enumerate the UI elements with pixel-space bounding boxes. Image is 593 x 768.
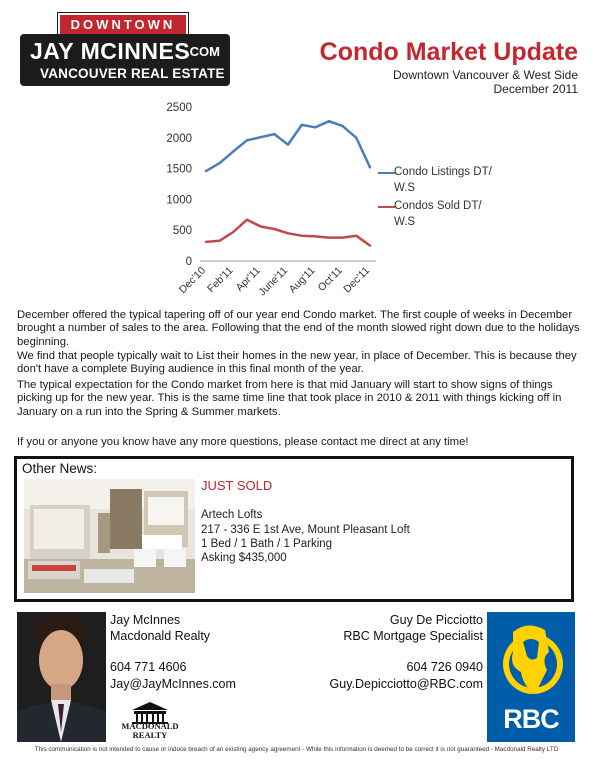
listings-point — [355, 137, 357, 139]
other-news-heading: Other News: — [22, 461, 98, 476]
sold-point — [314, 235, 316, 237]
market-line-chart — [160, 96, 400, 308]
listing-details: 1 Bed / 1 Bath / 1 Parking — [201, 538, 333, 550]
mortgage-role: RBC Mortgage Specialist — [343, 629, 483, 643]
listings-point — [232, 150, 234, 152]
listing-address: 217 - 336 E 1st Ave, Mount Pleasant Loft — [201, 524, 410, 536]
listings-point — [205, 170, 207, 172]
page-date: December 2011 — [493, 82, 578, 96]
listings-point — [259, 136, 261, 138]
sold-point — [341, 236, 343, 238]
sold-point — [287, 232, 289, 234]
agent-company: Macdonald Realty — [110, 629, 211, 643]
agent-phone[interactable]: 604 771 4606 — [110, 660, 187, 674]
y-tick-label: 2000 — [166, 132, 192, 145]
agent-headshot — [17, 612, 106, 742]
sold-point — [273, 228, 275, 230]
sold-point — [300, 235, 302, 237]
paragraph-contact: If you or anyone you know have any more questions, please contact me direct at any time! — [17, 436, 469, 448]
x-tick-label: Dec'11 — [341, 264, 373, 296]
mortgage-name: Guy De Picciotto — [389, 613, 483, 627]
macdonald-realty-logo-text: MACDONALD REALTY — [121, 721, 179, 740]
listing-status: JUST SOLD — [201, 478, 273, 493]
agent-email[interactable]: Jay@JayMcInnes.com — [110, 677, 236, 691]
listing-price: Asking $435,000 — [201, 552, 287, 564]
series-line-listings — [206, 121, 370, 171]
legend-label-sold: Condos Sold DT/ W.S — [394, 200, 482, 228]
y-tick-label: 0 — [185, 256, 192, 268]
sold-point — [369, 244, 371, 246]
mortgage-phone[interactable]: 604 726 0940 — [406, 660, 483, 674]
rbc-logo-text: RBC — [503, 704, 559, 734]
sold-point — [259, 225, 261, 227]
listings-point — [328, 120, 330, 122]
y-tick-label: 500 — [172, 225, 192, 238]
legend-swatch-sold — [378, 206, 395, 208]
y-tick-label: 1500 — [166, 163, 192, 176]
sold-point — [232, 231, 234, 233]
listings-point — [341, 125, 343, 127]
legend-label-listings: Condo Listings DT/ W.S — [394, 166, 492, 194]
x-tick-label: Apr'11 — [233, 264, 263, 294]
agent-name: Jay McInnes — [110, 613, 181, 627]
rbc-logo — [487, 612, 575, 742]
x-tick-label: June'11 — [256, 264, 291, 299]
sold-point — [218, 239, 220, 241]
logo-name: JAY MCINNES — [30, 38, 191, 64]
paragraph-expectation: The typical expectation for the Condo market from here is that mid January will start to show signs of things picking up for the new year. This is the same time line that took place in 2010 & 2011 with things kicking off in January on a run into the Spring & Summer markets. — [17, 379, 562, 418]
listings-point — [314, 126, 316, 128]
logo-suffix: .COM — [186, 44, 220, 59]
sold-point — [205, 241, 207, 243]
page-subtitle: Downtown Vancouver & West Side — [393, 68, 578, 82]
listing-building: Artech Lofts — [201, 509, 263, 521]
listings-point — [218, 162, 220, 164]
paragraph-december: December offered the typical tapering off of our year end Condo market. The first couple of weeks in December brought a number of sales to the area. Following that the end of the month slowed right down due to the holidays beginning. — [17, 309, 580, 348]
sold-point — [328, 236, 330, 238]
footer-disclaimer: This communication is not intended to cause or induce breach of an existing agency agreement - While this information is deemed to be correct it is not guaranteed - Macdonald Realty LTD — [34, 746, 559, 753]
listing-photo — [24, 479, 195, 593]
legend-swatch-listings — [378, 172, 395, 174]
paragraph-listing: We find that people typically wait to List their homes in the new year, in place of December. This is because they don't have a complete Buying audience in this final month of the year. — [17, 350, 577, 376]
mortgage-email[interactable]: Guy.Depicciotto@RBC.com — [329, 677, 483, 691]
sold-point — [246, 219, 248, 221]
page-title: Condo Market Update — [319, 38, 578, 66]
listings-point — [287, 143, 289, 145]
x-tick-label: Dec'10 — [176, 264, 209, 297]
macdonald-realty-logo — [110, 700, 190, 742]
sold-point — [355, 235, 357, 237]
x-tick-label: Oct'11 — [315, 264, 345, 294]
x-tick-label: Aug'11 — [286, 264, 318, 296]
listings-point — [246, 139, 248, 141]
listings-point — [273, 133, 275, 135]
x-tick-label: Feb'11 — [205, 264, 236, 296]
listings-point — [300, 124, 302, 126]
y-tick-label: 2500 — [166, 102, 192, 114]
logo-top-banner: DOWNTOWN — [58, 13, 188, 37]
listings-point — [369, 166, 371, 168]
y-tick-label: 1000 — [166, 194, 192, 207]
logo-tagline: VANCOUVER REAL ESTATE — [40, 66, 225, 81]
